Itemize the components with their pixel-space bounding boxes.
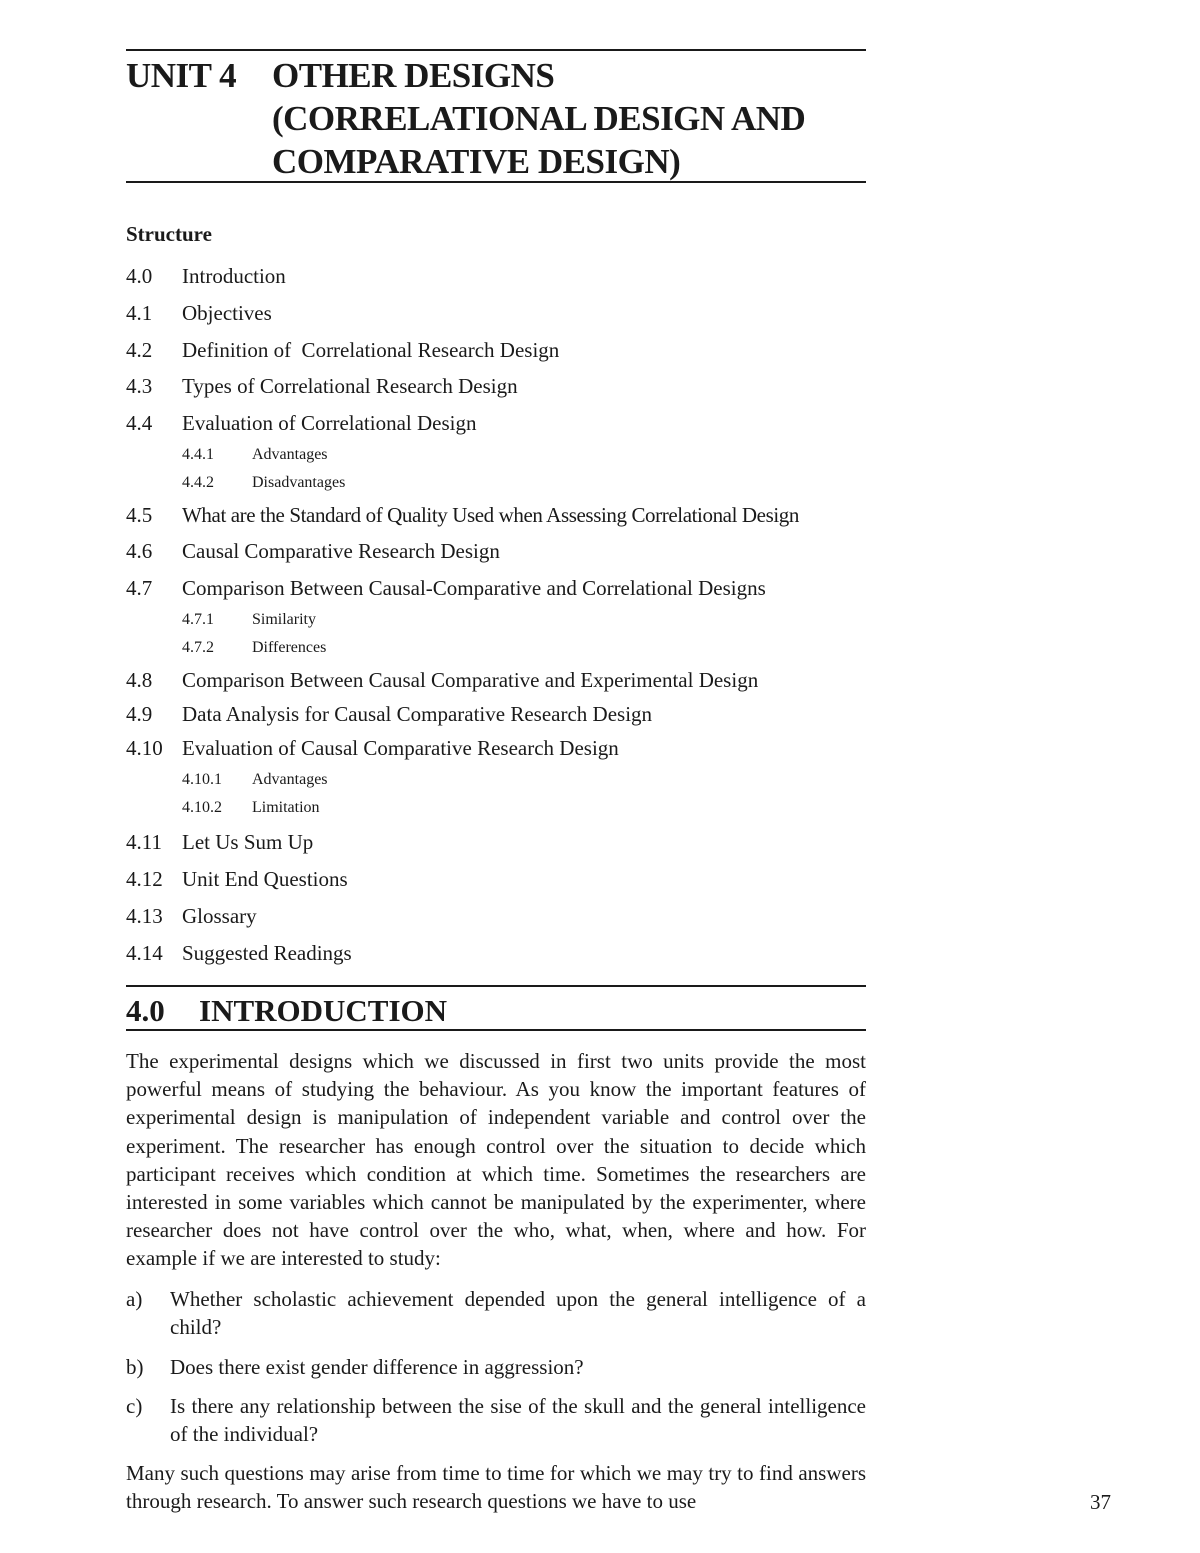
toc-number: 4.7: [126, 576, 153, 600]
page-number: 37: [1090, 1490, 1111, 1514]
header-top-rule: [126, 49, 866, 51]
toc-text: Advantages: [252, 771, 328, 788]
section-top-rule: [126, 985, 866, 987]
toc-text: Limitation: [252, 799, 320, 816]
toc-text: Comparison Between Causal-Comparative and Correlational Designs: [182, 576, 766, 600]
toc-text: Types of Correlational Research Design: [182, 374, 518, 398]
toc-number: 4.3: [126, 374, 153, 398]
list-marker: a): [126, 1287, 143, 1311]
toc-number: 4.13: [126, 904, 163, 928]
list-text: Whether scholastic achievement depended upon the general intelligence of a child?: [170, 1287, 866, 1339]
toc-number: 4.10.1: [182, 771, 222, 788]
toc-number: 4.4.2: [182, 474, 214, 491]
toc-text: Comparison Between Causal Comparative and Experimental Design: [182, 668, 759, 692]
unit-label: UNIT 4: [126, 56, 237, 95]
toc-text: What are the Standard of Quality Used when Assessing Correlational Design: [182, 503, 799, 527]
list-item: [126, 1392, 866, 1448]
toc-number: 4.7.2: [182, 639, 214, 656]
toc-text: Advantages: [252, 446, 328, 463]
toc-text: Glossary: [182, 904, 257, 928]
toc-number: 4.0: [126, 264, 153, 288]
toc-text: Unit End Questions: [182, 867, 348, 891]
toc-number: 4.9: [126, 702, 153, 726]
toc-text: Introduction: [182, 264, 286, 288]
section-number: 4.0: [126, 993, 165, 1028]
toc-text: Differences: [252, 639, 327, 656]
unit-title-line: (CORRELATIONAL DESIGN AND: [272, 99, 806, 138]
list-marker: c): [126, 1394, 143, 1418]
toc-number: 4.8: [126, 668, 153, 692]
toc-text: Suggested Readings: [182, 941, 352, 965]
toc-number: 4.4: [126, 411, 153, 435]
toc-number: 4.7.1: [182, 611, 214, 628]
toc-text: Causal Comparative Research Design: [182, 539, 500, 563]
unit-title-line: COMPARATIVE DESIGN): [272, 142, 681, 181]
list-item: [126, 1285, 866, 1341]
toc-number: 4.14: [126, 941, 163, 965]
toc-text: Similarity: [252, 611, 316, 628]
toc-text: Disadvantages: [252, 474, 346, 491]
toc-text: Evaluation of Correlational Design: [182, 411, 477, 435]
list-item: [126, 1353, 866, 1381]
unit-title-lines: [272, 54, 872, 183]
toc-text: Let Us Sum Up: [182, 830, 314, 854]
structure-heading: Structure: [126, 222, 212, 246]
toc-text: Data Analysis for Causal Comparative Research Design: [182, 702, 653, 726]
unit-title-line: OTHER DESIGNS: [272, 56, 555, 95]
section-title: INTRODUCTION: [199, 993, 448, 1028]
toc-number: 4.1: [126, 301, 153, 325]
closing-paragraph: Many such questions may arise from time to time for which we may try to find answers through research. To answer such research questions we have to use: [126, 1461, 866, 1514]
list-marker: b): [126, 1355, 144, 1379]
intro-paragraph: The experimental designs which we discussed in first two units provide the most powerful means of studying the behaviour. As you know the important features of experimental design is manipulation of independent variable and control over the experiment. The researcher has enough control over the situation to decide which participant receives which condition at which time. Sometimes the researchers are interested in some variables which cannot be manipulated by the experimenter, where researcher does not have control over the who, what, when, where and how. For example if we are interested to study:: [126, 1049, 866, 1271]
toc-number: 4.12: [126, 867, 163, 891]
header-bottom-rule: [126, 181, 866, 183]
toc-number: 4.6: [126, 539, 153, 563]
toc-number: 4.2: [126, 338, 153, 362]
toc-text: Objectives: [182, 301, 272, 325]
toc-number: 4.4.1: [182, 446, 214, 463]
section-bottom-rule: [126, 1029, 866, 1031]
list-text: Does there exist gender difference in aggression?: [170, 1355, 584, 1379]
list-text: Is there any relationship between the sise of the skull and the general intelligence of the individual?: [170, 1394, 866, 1446]
toc-text: Evaluation of Causal Comparative Research Design: [182, 736, 619, 760]
toc-text: Definition of Correlational Research Design: [182, 338, 560, 362]
toc-number: 4.5: [126, 503, 153, 527]
toc-number: 4.10.2: [182, 799, 222, 816]
toc-number: 4.11: [126, 830, 162, 854]
toc-number: 4.10: [126, 736, 163, 760]
